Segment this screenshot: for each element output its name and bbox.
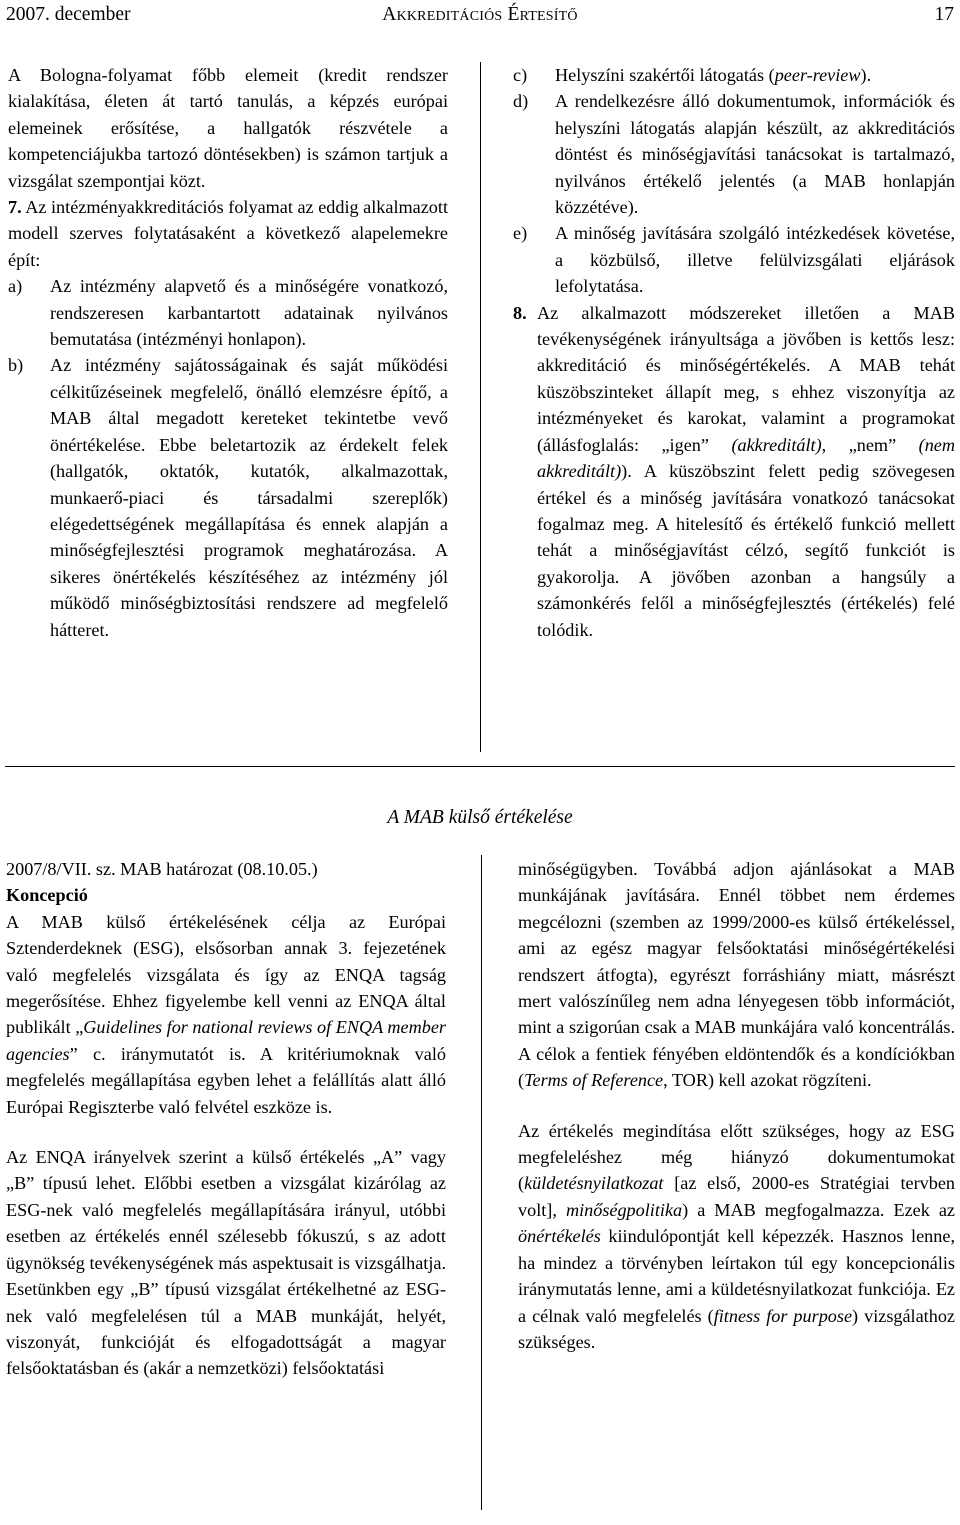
list-item-a-label: a) [8,276,23,297]
list-item-d-text: A rendelkezésre álló dokumentumok, információk és helyszíni látogatás alapján készült, az akkreditációs döntést és minőségjavítási tanácsokat is tartalmazó, nyilvános értékelő jelentés (a MAB honlapján közzétéve). [555,91,955,218]
concept-heading: Koncepció [6,885,88,906]
list-item-d [513,88,955,220]
header-publication: Akkreditációs Értesítő [382,4,578,25]
item-7-text: Az intézményakkreditációs folyamat az eddig alkalmazott modell szerves folytatásaként a következő alapelemekre épít: [8,197,449,270]
list-item-b-label: b) [8,355,24,376]
top-left-column [8,62,448,643]
bottom-right-column [518,856,955,1355]
column-divider-bottom [481,855,482,1510]
list-item-c [513,62,955,88]
list-item-e-label: e) [513,223,528,244]
item-8-text: Az alkalmazott módszereket illetően a MAB tevékenységének irányultsága a jövőben is kettős lesz: akkreditáció és minőségértékelés. A MAB tehát küszöbszinteket állapít meg, s ehhez viszonyítja az intézményeket és karokat, valamint a programokat (állásfoglalás: „igen” (akkreditált), „nem” (nem akkreditált)). A küszöbszint felett pedig szövegesen értékel és a minőség javítására vonatkozó tanácsokat fogalmaz meg. A hitelesítő és értékelő funkció mellett tehát a minőségjavítást célzó, segítő funkciót is gyakorolja. A jövőben azonban a hangsúly a számonkérés felől a minőségfejlesztés (értékelés) felé tolódik. [537,302,955,640]
list-item-c-text: Helyszíni szakértői látogatás (peer-review). [555,65,872,85]
resolution-reference: 2007/8/VII. sz. MAB határozat (08.10.05.) [6,859,318,879]
header-page-number: 17 [934,4,954,25]
concept-paragraph-2: Az ENQA irányelvek szerint a külső értékelés „A” vagy „B” típusú lehet. Előbbi esetben a vizsgálat kizárólag az ESG-nek való megfelelés megállapítására irányul, utóbbi esetben az értékelés ennél szélesebb fókuszú, s az adott ügynökség tevékenységének más aspektusait is vizsgálhatja. Esetünkben egy „B” típusú vizsgálat értékelhetné az ESG-nek való megfelelésen túl a MAB munkáját, helyét, viszonyát, funkcióját és elfogadottságát a magyar felsőoktatásban és (akár a nemzetközi) felsőoktatási [6,1147,446,1379]
page-header [6,4,954,30]
list-item-e-text: A minőség javítására szolgáló intézkedések követése, a közbülső, illetve felülvizsgálati eljárások lefolytatása. [555,223,955,297]
item-8 [513,300,955,643]
item-7 [8,194,448,273]
column-divider-top [480,62,481,752]
right-paragraph-1: minőségügyben. Továbbá adjon ajánlásokat a MAB munkájának javítására. Ennél többet nem érdemes megcélozni (szemben az 1999/2000-es külső értékeléssel, ami az egész magyar felsőoktatási minőségértékelési rendszert átfogta), egyrészt forráshiány miatt, másrészt mert valószínűleg nem adna lényegesen több információt, mint a szigorúan csak a MAB munkájára való koncentrálás. A célok a fentiek fényében eldöntendők és a kondíciókban (Terms of Reference, TOR) kell azokat rögzíteni. [518,859,955,1091]
right-paragraph-2: Az értékelés megindítása előtt szükséges, hogy az ESG megfeleléshez még hiányzó dokumentumokat (küldetésnyilatkozat [az első, 2000-es Stratégiai tervben volt], minőségpolitika) a MAB megfogalmazza. Ezek az önértékelés kiindulópontját kell képezzék. Hasznos lenne, ha mindez a törvényben leírtakon túl egy koncepcionális iránymutatás lenne, ami a küldetésnyilatkozat funkciója. Ez a célnak való megfelelés (fitness for purpose) vizsgálathoz szükséges. [518,1120,955,1352]
list-item-a-text: Az intézmény alapvető és a minőségére vonatkozó, rendszeresen karbantartott adatainak nyilvános bemutatása (intézményi honlapon). [50,276,448,350]
section-title: A MAB külső értékelése [387,807,573,828]
list-item-d-label: d) [513,91,529,112]
list-item-b-text: Az intézmény sajátosságainak és saját működési célkitűzéseinek megfelelő, önálló elemzésre építő, a MAB által megadott kereteket tekintetbe vevő önértékelése. Ebbe beletartozik az érdekelt felek (hallgatók, oktatók, kutatók, alkalmazottak, munkaerő-piaci és társadalmi szereplők) elégedettségének megállapítása és ennek alapján a minőségfejlesztési programok meghatározása. A sikeres önértékelés készítéséhez az intézmény jól működő minőségbiztosítási rendszere ad megfelelő hátteret. [50,355,448,640]
list-item-a [8,273,448,352]
header-date: 2007. december [6,4,131,25]
list-item-b [8,352,448,642]
bottom-left-column [6,856,446,1382]
list-item-c-label: c) [513,65,528,85]
item-8-number: 8. [513,302,527,323]
list-item-e [513,220,955,299]
intro-paragraph: A Bologna-folyamat főbb elemeit (kredit rendszer kialakítása, életen át tartó tanulás, a képzés európai elemeinek erősítése, a hallgatók részvétele a kompetenciájukba tartozó döntésekben) is számon tartjuk a vizsgálat szempontjai közt. [8,65,448,191]
item-7-number: 7. [8,197,22,218]
section-divider [5,766,955,767]
concept-paragraph-1: A MAB külső értékelésének célja az Európai Sztenderdeknek (ESG), elsősorban annak 3. fejezetének való megfelelés vizsgálata és így az ENQA tagság megerősítése. Ehhez figyelembe kell venni az ENQA által publikált „Guidelines for national reviews of ENQA member agencies” c. iránymutatót is. A kritériumoknak való megfelelés megállapítása egyben lehet a felállítás alatt álló Európai Regiszterbe való felvétel eszköze is. [6,911,447,1117]
top-right-column [513,62,955,643]
